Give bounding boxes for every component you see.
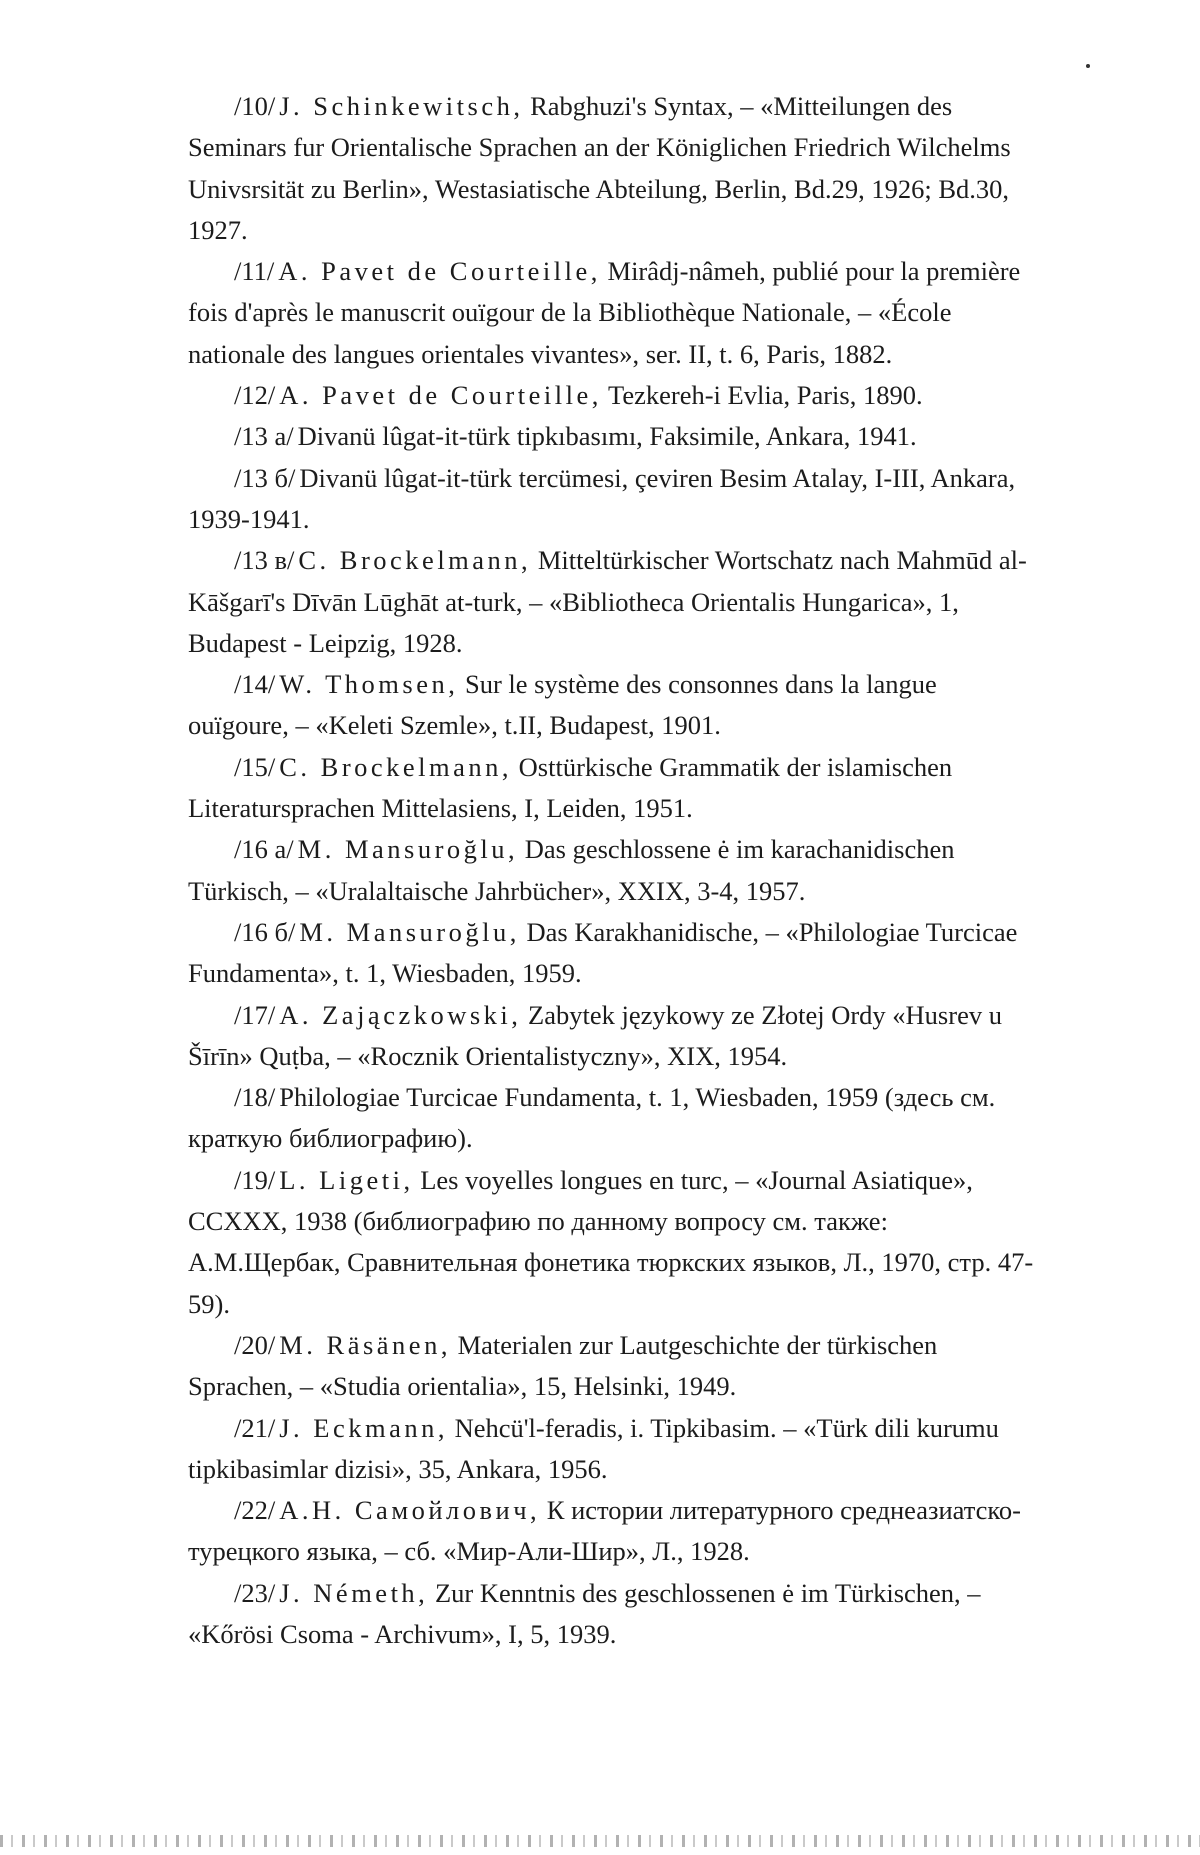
reference-number: /13 б/ [234,462,296,493]
reference-number: /10/ [234,91,276,121]
reference-text: Das Karakhanidische, – «Philologiae Turcicae Fundamenta», t. 1, Wiesbaden, 1959. [188,916,1018,989]
reference-number: /13 a/ [234,421,294,452]
reference-author: C. Brockelmann, [298,545,532,576]
reference-item [188,1325,1040,1408]
reference-item [188,416,1040,457]
reference-text: Divanü lûgat-it-türk tipkıbasımı, Faksimile, Ankara, 1941. [297,421,917,452]
reference-text: Sur le système des consonnes dans la langue ouïgoure, – «Keleti Szemle», t.II, Budapest, 1901. [188,669,937,741]
reference-number: /21/ [234,1412,276,1443]
reference-author: J. Németh, [279,1577,429,1608]
reference-author: A. Pavet de Courteille, [279,380,602,411]
reference-author: C. Brockelmann, [279,751,513,782]
reference-number: /16 б/ [234,916,296,947]
reference-number: /15/ [234,751,276,782]
reference-text: Das geschlossene ė im karachanidischen Türkisch, – «Uralaltaische Jahrbücher», XXIX, 3-4, 1957. [188,834,955,906]
reference-number: /13 в/ [234,545,295,576]
reference-number: /18/ [234,1082,276,1113]
reference-author: A. Zajączkowski, [279,999,522,1030]
reference-item [188,829,1040,912]
reference-author: M. Mansuroğlu, [297,834,519,865]
reference-item [188,1160,1040,1325]
reference-item [188,1408,1040,1491]
reference-text: Mitteltürkischer Wortschatz nach Mahmūd al-Kāšgarī's Dīvān Lūghāt at-turk, – «Bibliotheca Orientalis Hungarica», 1, Budapest - Leipzig, 1928. [188,545,1027,658]
reference-text: Materialen zur Lautgeschichte der türkischen Sprachen, – «Studia orientalia», 15, Helsinki, 1949. [188,1329,938,1402]
reference-text: Zabytek językowy ze Złotej Ordy «Husrev u Šīrīn» Quṭba, – «Rocznik Orientalistyczny», XIX, 1954. [188,999,1002,1071]
reference-item [188,912,1040,995]
reference-item [188,375,1040,416]
reference-text: Rabghuzi's Syntax, – «Mitteilungen des Seminars fur Orientalische Sprachen an der Königlichen Friedrich Wilchelms Univsrsität zu Berlin», Westasiatische Abteilung, Berlin, Bd.29, 1926; Bd.30, 1927. [188,91,1011,245]
reference-text: Osttürkische Grammatik der islamischen Literatursprachen Mittelasiens, I, Leiden, 1951. [188,751,953,824]
reference-text: Tezkereh-i Evlia, Paris, 1890. [601,380,923,411]
reference-author: M. Räsänen, [279,1329,451,1360]
reference-number: /11/ [234,256,275,287]
page-speck [1086,64,1090,68]
reference-number: /20/ [234,1329,276,1360]
reference-text: Divanü lûgat-it-türk tercümesi, çeviren Besim Atalay, I-III, Ankara, 1939-1941. [188,462,1016,534]
reference-text: Philologiae Turcicae Fundamenta, t. 1, Wiesbaden, 1959 (здесь см. краткую библиографию). [188,1082,996,1154]
reference-author: A. Pavet de Courteille, [278,256,601,287]
reference-text: Nehcü'l-feradis, i. Tipkibasim. – «Türk dili kurumu tipkibasimlar dizisi», 35, Ankara, 1956. [188,1412,999,1484]
reference-number: /16 a/ [234,834,294,865]
reference-text: Les voyelles longues en turc, – «Journal Asiatique», CCXXX, 1938 (библиографию по данному вопросу см. также: А.М.Щербак, Сравнительная фонетика тюркских языков, Л., 1970, стр. 47-59). [188,1164,1034,1319]
reference-number: /12/ [234,380,276,411]
reference-list [188,86,1040,1655]
reference-item [188,1490,1040,1573]
reference-item [188,1077,1040,1160]
reference-item [188,747,1040,830]
reference-number: /14/ [234,669,276,700]
reference-number: /22/ [234,1495,276,1526]
reference-author: W. Thomsen, [279,669,459,700]
reference-text: Zur Kenntnis des geschlossenen ė im Türkischen, – «Kőrösi Csoma - Archivum», I, 5, 1939. [188,1577,981,1649]
reference-number: /23/ [234,1577,276,1608]
reference-text: К истории литературного среднеазиатско-турецкого языка, – сб. «Мир-Али-Шир», Л., 1928. [188,1495,1021,1567]
scan-edge-noise [0,1835,1200,1847]
reference-author: А.Н. Самойлович, [279,1495,541,1526]
reference-text: Mirâdj-nâmeh, publié pour la première fois d'après le manuscrit ouïgour de la Bibliothèque Nationale, – «École nationale des langues orientales vivantes», ser. II, t. 6, Paris, 1882. [188,256,1021,369]
reference-item [188,995,1040,1078]
reference-item [188,251,1040,375]
reference-author: J. Schinkewitsch, [279,91,524,121]
reference-item [188,1573,1040,1656]
reference-number: /17/ [234,999,276,1030]
reference-item [188,540,1040,664]
reference-author: M. Mansuroğlu, [299,916,520,947]
reference-number: /19/ [234,1164,276,1195]
reference-item [188,86,1040,251]
reference-item [188,664,1040,747]
reference-author: J. Eckmann, [279,1412,448,1443]
reference-author: L. Ligeti, [279,1164,414,1195]
reference-item [188,458,1040,541]
